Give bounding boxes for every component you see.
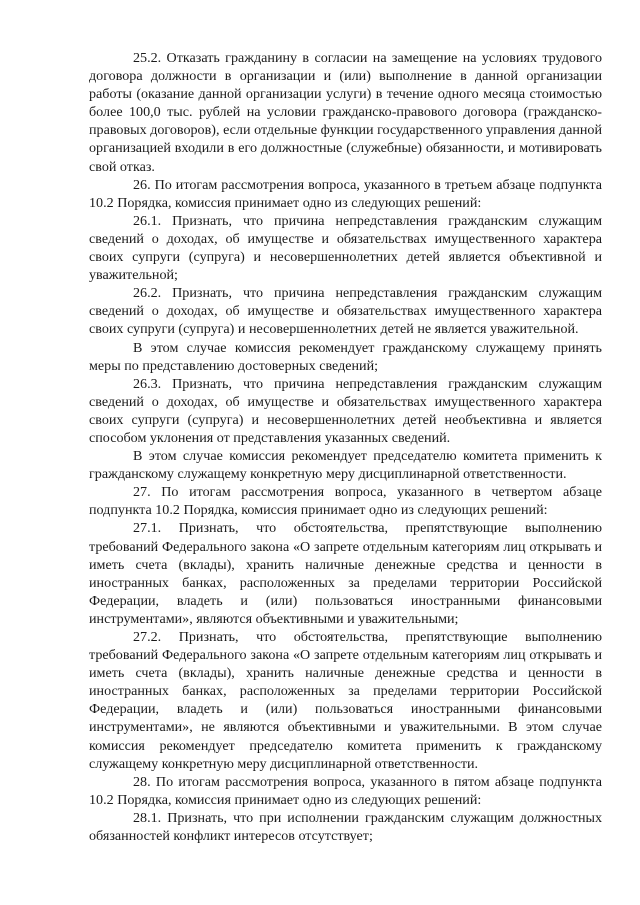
paragraph-26: 26. По итогам рассмотрения вопроса, указанного в третьем абзаце подпункта 10.2 Порядка, комиссия принимает одно из следующих решений: [89, 176, 602, 211]
paragraph-26-3: 26.3. Признать, что причина непредставления гражданским служащим сведений о доходах, об имуществе и обязательствах имущественного характера своих супруги (супруга) и несовершеннолетних детей необъективна и является способом уклонения от представления указанных сведений. [89, 375, 602, 446]
paragraph-27: 27. По итогам рассмотрения вопроса, указанного в четвертом абзаце подпункта 10.2 Порядка, комиссия принимает одно из следующих решений: [89, 484, 602, 519]
paragraph-27-2: 27.2. Признать, что обстоятельства, препятствующие выполнению требований Федерального закона «О запрете отдельным категориям лиц открывать и иметь счета (вклады), хранить наличные денежные средства и ценности в иностранных банках, расположенных за пределами территории Российской Федерации, владеть и (или) пользоваться иностранными финансовыми инструментами», не являются объективными и уважительными. В этом случае комиссия рекомендует председателю комитета применить к гражданскому служащему конкретную меру дисциплинарной ответственности. [89, 629, 602, 772]
paragraph-28: 28. По итогам рассмотрения вопроса, указанного в пятом абзаце подпункта 10.2 Порядка, комиссия принимает одно из следующих решений: [89, 773, 602, 808]
paragraph-26-2: 26.2. Признать, что причина непредставления гражданским служащим сведений о доходах, об имуществе и обязательствах имущественного характера своих супруги (супруга) и несовершеннолетних детей не является уважительной. [89, 285, 602, 338]
paragraph-25-2: 25.2. Отказать гражданину в согласии на замещение на условиях трудового договора должности в организации и (или) выполнение в данной организации работы (оказание данной организации услуги) в течение одного месяца стоимостью более 100,0 тыс. рублей на условии гражданско-правового договора (гражданско-правовых договоров), если отдельные функции государственного управления данной организацией входили в его должностные (служебные) обязанности, и мотивировать свой отказ. [89, 50, 602, 175]
paragraph-26-3-recommendation: В этом случае комиссия рекомендует председателю комитета применить к гражданскому служащему конкретную меру дисциплинарной ответственности. [89, 448, 602, 483]
paragraph-28-1: 28.1. Признать, что при исполнении гражданским служащим должностных обязанностей конфликт интересов отсутствует; [89, 809, 602, 845]
paragraph-26-1: 26.1. Признать, что причина непредставления гражданским служащим сведений о доходах, об имуществе и обязательствах имущественного характера своих супруги (супруга) и несовершеннолетних детей является объективной и уважительной; [89, 212, 602, 284]
document-page [89, 49, 602, 845]
paragraph-27-1: 27.1. Признать, что обстоятельства, препятствующие выполнению требований Федерального закона «О запрете отдельным категориям лиц открывать и иметь счета (вклады), хранить наличные денежные средства и ценности в иностранных банках, расположенных за пределами территории Российской Федерации, владеть и (или) пользоваться иностранными финансовыми инструментами», являются объективными и уважительными; [89, 520, 602, 627]
paragraph-26-2-recommendation: В этом случае комиссия рекомендует гражданскому служащему принять меры по представлению достоверных сведений; [89, 339, 602, 374]
